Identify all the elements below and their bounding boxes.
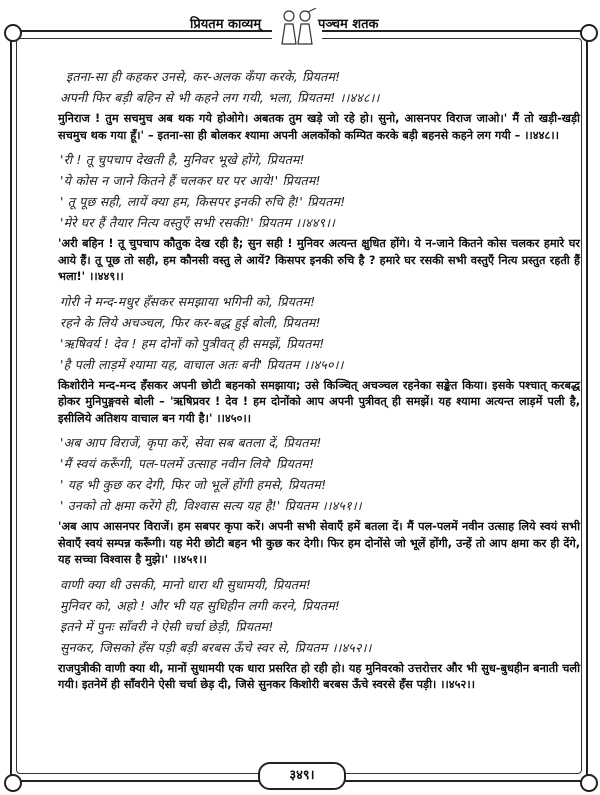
- border-corner-ornament: [580, 774, 598, 792]
- verse-line: इतने में पुनः साँवरी ने ऐसी चर्चा छेड़ी, प्रियतम!: [60, 618, 274, 634]
- prose-translation-450: किशोरीने मन्द-मन्द हँसकर अपनी छोटी बहनको समझाया; उसे किञ्चित् अचञ्चल रहनेका सङ्केत किया। इसके पश्चात् करबद्ध होकर मुनिपुङ्गवसे बोली – 'ऋषिप्रवर ! देव ! हम दोनोंको आप अपनी पुत्रीवत् ही समझें। यह श्यामा अत्यन्त लाड़में पली है, इसीलिये अतिशय वाचाल बन गयी है।' ।।४५०।।: [58, 378, 580, 425]
- verse-line: ' यह भी कुछ कर देगी, फिर जो भूलें होंगी हमसे, प्रियतम!: [60, 477, 327, 492]
- handwritten-verse-452: [60, 574, 580, 658]
- verse-line: मुनिवर को, अहो ! और भी यह सुधिहीन लगी करने, प्रियतम!: [60, 597, 341, 613]
- prose-translation-448: मुनिराज ! तुम सचमुच अब थक गये होओगे। अबतक तुम खड़े जो रहे हो। सुनो, आसनपर विराज जाओ।' मैं तो खड़ी-खड़ी सचमुच थक गया हूँ।' – इतना-सा ही बोलकर श्यामा अपनी अलकोंको कम्पित करके बड़ी बहनसे कहने लग गयी – ।।४४८।।: [58, 112, 580, 142]
- prose-translation-451: 'अब आप आसनपर विराजें। हम सबपर कृपा करें। अपनी सभी सेवाएँ हमें बतला दें। मैं पल-पलमें नवीन उत्साह लिये स्वयं सभी सेवाएँ स्वयं सम्पन्न करूँगी। यह मेरी छोटी बहन भी कुछ कर देगी। फिर हम दोनोंसे जो भूलें होंगी, उन्हें तो आप क्षमा कर ही देंगे, यह सच्चा विश्वास है मुझे।' ।।४५१।।: [58, 520, 580, 566]
- deity-illustration: [272, 8, 322, 46]
- handwritten-verse-450: [60, 291, 580, 375]
- verse-line: ' उनको तो क्षमा करेंगे ही, विश्वास सत्य यह है!' प्रियतम ।।४५१।।: [60, 498, 362, 513]
- book-title: प्रियतम काव्यम्: [190, 17, 262, 32]
- verse-line: 'ये कोस न जाने कितने हैं चलकर घर पर आये!' प्रियतम!: [60, 173, 321, 188]
- verse-line: अपनी फिर बड़ी बहिन से भी कहने लग गयी, भला, प्रियतम! ।।४४८।।: [60, 90, 380, 105]
- verse-line: गोरी ने मन्द-मधुर हँसकर समझाया भगिनी को, प्रियतम!: [60, 293, 316, 309]
- verse-line: रहने के लिये अचञ्चल, फिर कर-बद्ध हुई बोली, प्रियतम!: [60, 314, 321, 330]
- verse-line: 'ऋषिवर्य ! देव ! हम दोनों को पुत्रीवत् ही समझें, प्रियतम!: [60, 335, 325, 351]
- prose-translation-452: राजपुत्रीकी वाणी क्या थी, मानों सुधामयी एक धारा प्रसरित हो रही हो। यह मुनिवरको उत्तरोत्तर और भी सुध-बुधहीन बनाती चली गयी। इतनेमें ही साँवरीने ऐसी चर्चा छेड़ दी, जिसे सुनकर किशोरी बरबस ऊँचे स्वरसे हँस पड़ी। ।।४५२।।: [58, 661, 580, 691]
- prose-translation-449: 'अरी बहिन ! तू चुपचाप कौतुक देख रही है; सुन सही ! मुनिवर अत्यन्त क्षुधित होंगे। ये न-जाने कितने कोस चलकर हमारे घर आये हैं। तू पूछ तो सही, हम कौनसी वस्तु ले आयें? किसपर इनकी रुचि है ? हमारे घर रसकी सभी वस्तुएँ नित्य प्रस्तुत रहती हैं भला!' ।।४४९।।: [58, 237, 580, 283]
- verse-line: 'है पली लाड़में श्यामा यह, वाचाल अतः बनी' प्रियतम ।।४५०।।: [60, 356, 344, 372]
- verse-line: सुनकर, जिसको हँस पड़ी बड़ी बरबस ऊँचे स्वर से, प्रियतम ।।४५२।।: [60, 639, 372, 655]
- verse-line: 'अब आप विराजें, कृपा करें, सेवा सब बतला दें, प्रियतम!: [60, 435, 322, 450]
- handwritten-verse-451: [60, 432, 580, 516]
- chapter-title: पञ्चम शतक: [318, 17, 379, 32]
- handwritten-verse-449: [60, 149, 580, 233]
- verse-line: 'मैं स्वयं करूँगी, पल-पलमें उत्साह नवीन लिये' प्रियतम!: [60, 456, 315, 471]
- page-content: [60, 66, 580, 699]
- border-corner-ornament: [4, 774, 22, 792]
- verse-line: 'री ! तू चुपचाप देखती है, मुनिवर भूखे होंगे, प्रियतम!: [60, 152, 305, 167]
- handwritten-verse-448: [60, 66, 580, 108]
- verse-line: ' तू पूछ सही, लायें क्या हम, किसपर इनकी रुचि है!' प्रियतम!: [60, 194, 346, 209]
- verse-line: इतना-सा ही कहकर उनसे, कर-अलक कँपा करके, प्रियतम!: [66, 69, 341, 84]
- verse-line: 'मेरे घर हैं तैयार नित्य वस्तुएँ सभी रसकी!' प्रियतम ।।४४९।।: [60, 215, 336, 230]
- page-header: [0, 8, 600, 42]
- page-number: ३४९।: [258, 762, 346, 790]
- verse-line: वाणी क्या थी उसकी, मानो धारा थी सुधामयी, प्रियतम!: [60, 576, 312, 592]
